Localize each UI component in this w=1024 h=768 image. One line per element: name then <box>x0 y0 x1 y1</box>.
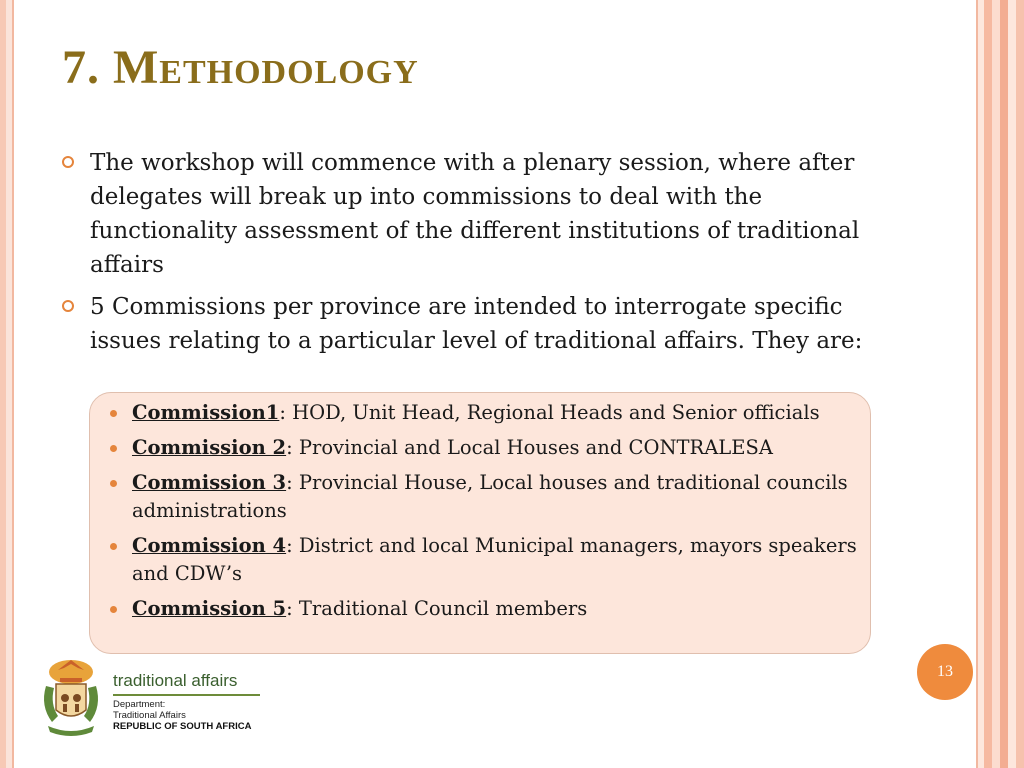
commission-desc: : Provincial and Local Houses and CONTRALESA <box>286 436 773 459</box>
commission-name: Commission 5 <box>132 597 287 620</box>
bullet-dot-icon <box>110 543 117 550</box>
commission-name: Commission 2 <box>132 436 287 459</box>
commission-name: Commission 4 <box>132 534 287 557</box>
commission-item <box>104 595 862 623</box>
bullet-dot-icon <box>110 445 117 452</box>
bullet-item <box>60 290 890 358</box>
right-decorative-border <box>978 0 1024 768</box>
bullet-circle-icon <box>62 300 74 312</box>
bullet-circle-icon <box>62 156 74 168</box>
logo-text <box>113 670 260 733</box>
commission-name: Commission 3 <box>132 471 287 494</box>
right-border-line <box>976 0 978 768</box>
slide-title: 7. Methodology <box>62 41 419 94</box>
left-border-line <box>12 0 14 768</box>
logo-divider <box>113 694 260 696</box>
bullet-text: The workshop will commence with a plenary session, where after delegates will break up into commissions to deal with the functionality assessment of the different institutions of traditional affairs <box>90 150 860 278</box>
bullet-dot-icon <box>110 480 117 487</box>
logo-dept-line2: Traditional Affairs <box>113 710 186 721</box>
bullet-dot-icon <box>110 606 117 613</box>
bullet-dot-icon <box>110 410 117 417</box>
commissions-box <box>89 392 871 654</box>
commission-desc: : Provincial House, Local houses and traditional councils administrations <box>132 471 848 522</box>
logo-dept-line3: REPUBLIC OF SOUTH AFRICA <box>113 721 252 732</box>
logo-dept-line1: Department: <box>113 699 166 710</box>
commission-desc: : HOD, Unit Head, Regional Heads and Senior officials <box>279 401 820 424</box>
bullet-item <box>60 146 890 282</box>
commission-desc: : Traditional Council members <box>286 597 588 620</box>
left-decorative-border <box>0 0 12 768</box>
bullet-list <box>60 146 890 366</box>
commission-name: Commission1 <box>132 401 280 424</box>
page-number-badge: 13 <box>917 644 973 700</box>
commission-item <box>104 532 862 588</box>
department-logo <box>38 656 278 756</box>
bullet-text: 5 Commissions per province are intended to interrogate specific issues relating to a particular level of traditional affairs. They are: <box>90 294 863 354</box>
commission-item <box>104 399 862 427</box>
logo-brand: traditional affairs <box>113 671 238 690</box>
coat-of-arms-icon <box>38 656 104 738</box>
commission-item <box>104 434 862 462</box>
commission-item <box>104 469 862 525</box>
commission-desc: : District and local Municipal managers, mayors speakers and CDW’s <box>132 534 857 585</box>
